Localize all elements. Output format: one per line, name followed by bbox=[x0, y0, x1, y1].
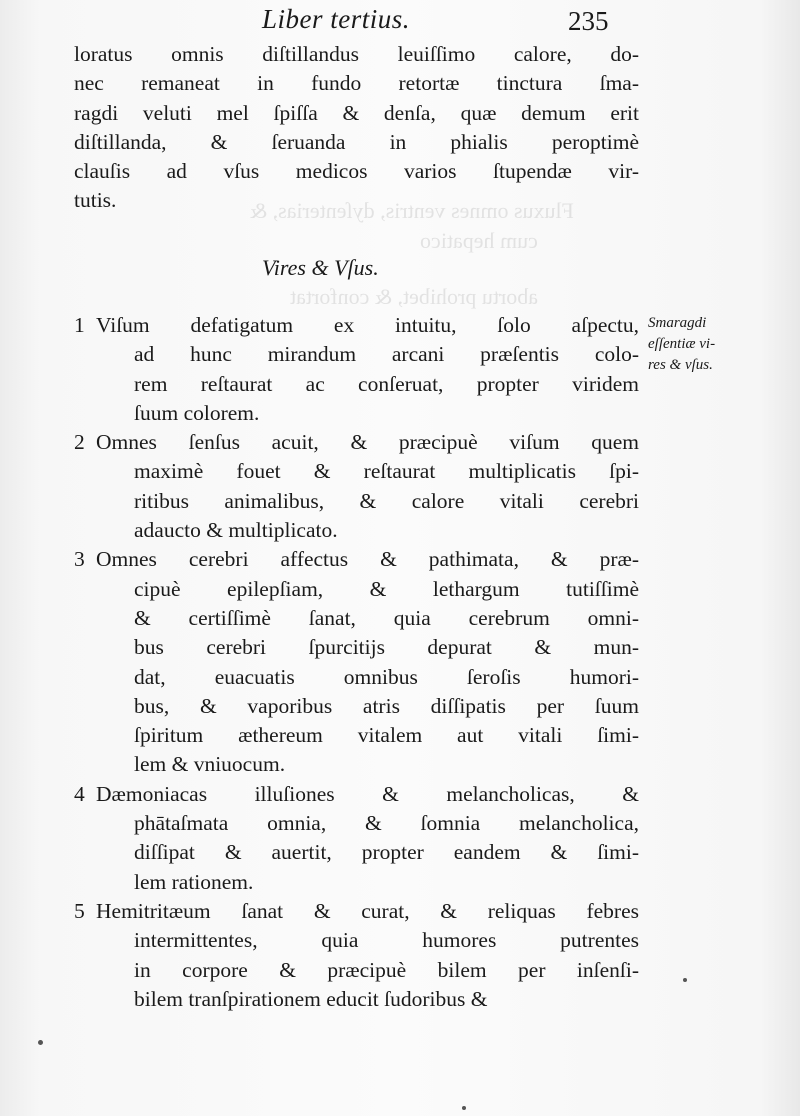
list-item bbox=[74, 897, 639, 1014]
bleed-through-decoration: Fluxus omnes ventris, dyſenterias, & bbox=[250, 198, 574, 223]
item-line: bus cerebri ſpurcitijs depurat & mun- bbox=[134, 635, 639, 660]
opening-paragraph bbox=[74, 40, 639, 216]
list-item bbox=[74, 545, 639, 779]
bleed-through-decoration: abortu prohibet, & confortat bbox=[290, 284, 539, 309]
item-number: 4 bbox=[74, 781, 85, 806]
item-number: 5 bbox=[74, 898, 85, 923]
margin-note-line: res & vſus. bbox=[648, 357, 713, 373]
page-number: 235 bbox=[568, 6, 609, 36]
item-line: Omnes cerebri affectus & pathimata, & præ- bbox=[96, 547, 639, 572]
item-line: lem & vniuocum. bbox=[134, 752, 286, 777]
page-header bbox=[0, 2, 800, 42]
paragraph-line: ragdi veluti mel ſpiſſa & denſa, quæ demum erit bbox=[74, 100, 639, 125]
item-line: Omnes ſenſus acuit, & præcipuè viſum quem bbox=[96, 430, 639, 455]
section-heading: Vires & Vſus. bbox=[262, 255, 379, 280]
paragraph-line: diſtillanda, & ſeruanda in phialis peroptimè bbox=[74, 129, 639, 154]
paragraph-line: tutis. bbox=[74, 188, 117, 213]
list-item bbox=[74, 780, 639, 897]
paragraph-line: loratus omnis diſtillandus leuiſſimo calore, do- bbox=[74, 42, 639, 66]
item-line: Hemitritæum ſanat & curat, & reliquas febres bbox=[96, 898, 639, 923]
item-line: in corpore & præcipuè bilem per inſenſi- bbox=[134, 957, 639, 982]
item-line: ſuum colorem. bbox=[134, 400, 260, 425]
paragraph-line: clauſis ad vſus medicos varios ſtupendæ vir- bbox=[74, 159, 639, 184]
paragraph-line: nec remaneat in fundo retortæ tinctura ſma- bbox=[74, 71, 639, 96]
item-line: intermittentes, quia humores putrentes bbox=[134, 928, 639, 953]
item-number: 2 bbox=[74, 430, 85, 455]
margin-note-line: Smaragdi bbox=[648, 315, 707, 331]
list-item bbox=[74, 428, 639, 545]
item-line: dat, euacuatis omnibus ſeroſis humori- bbox=[134, 664, 639, 689]
ink-speck bbox=[38, 1040, 43, 1045]
item-line: phātaſmata omnia, & ſomnia melancholica, bbox=[134, 811, 639, 836]
margin-note-line: eſſentiæ vi- bbox=[648, 336, 716, 352]
item-line: bus, & vaporibus atris diſſipatis per ſuum bbox=[134, 693, 639, 718]
item-line: lem rationem. bbox=[134, 869, 254, 894]
running-title: Liber tertius. bbox=[262, 4, 411, 34]
item-line: Viſum defatigatum ex intuitu, ſolo aſpectu, bbox=[96, 313, 639, 337]
bleed-through-decoration: cum hepatico bbox=[420, 228, 538, 253]
item-number: 1 bbox=[74, 313, 85, 337]
item-line: ſpiritum æthereum vitalem aut vitali ſimi- bbox=[134, 723, 639, 748]
item-line: & certiſſimè ſanat, quia cerebrum omni- bbox=[134, 605, 639, 630]
ink-speck bbox=[683, 978, 687, 982]
item-line: adaucto & multiplicato. bbox=[134, 518, 338, 543]
item-line: Dæmoniacas illuſiones & melancholicas, & bbox=[96, 781, 639, 806]
item-line: bilem tranſpirationem educit ſudoribus & bbox=[134, 986, 488, 1011]
item-line: ritibus animalibus, & calore vitali cerebri bbox=[134, 488, 639, 513]
numbered-list bbox=[74, 311, 639, 1014]
ink-speck bbox=[462, 1106, 466, 1110]
item-line: diſſipat & auertit, propter eandem & ſimi- bbox=[134, 840, 639, 865]
item-line: cipuè epilepſiam, & lethargum tutiſſimè bbox=[134, 576, 639, 601]
item-line: ad hunc mirandum arcani præſentis colo- bbox=[134, 342, 639, 367]
list-item bbox=[74, 311, 639, 428]
item-line: rem reſtaurat ac conſeruat, propter viridem bbox=[134, 371, 639, 396]
margin-note bbox=[648, 313, 778, 376]
item-line: maximè fouet & reſtaurat multiplicatis ſpi- bbox=[134, 459, 639, 484]
item-number: 3 bbox=[74, 547, 85, 572]
